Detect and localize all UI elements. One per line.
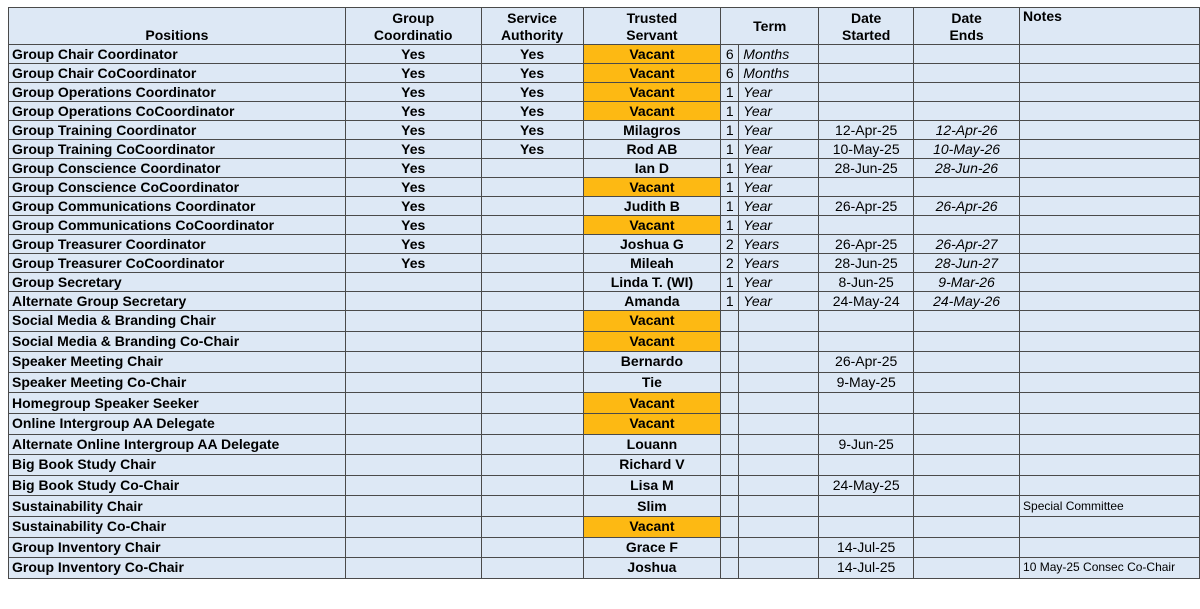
- date-started-cell[interactable]: 14-Jul-25: [819, 537, 914, 558]
- term-unit-cell[interactable]: Year: [739, 83, 819, 102]
- notes-cell[interactable]: [1020, 64, 1200, 83]
- term-number-cell[interactable]: 6: [721, 64, 739, 83]
- date-started-cell[interactable]: 12-Apr-25: [819, 121, 914, 140]
- date-started-cell[interactable]: 14-Jul-25: [819, 558, 914, 579]
- date-ends-cell[interactable]: 26-Apr-27: [914, 235, 1020, 254]
- term-unit-cell[interactable]: [739, 496, 819, 517]
- table-row: [9, 455, 1200, 476]
- trusted-servant-cell[interactable]: Grace F: [583, 537, 721, 558]
- term-unit-cell[interactable]: Months: [739, 64, 819, 83]
- group-coordination-cell[interactable]: [345, 311, 481, 332]
- date-ends-cell[interactable]: [914, 216, 1020, 235]
- trusted-servant-header[interactable]: [583, 8, 721, 45]
- header-line: Group: [392, 10, 435, 26]
- group-coordination-cell[interactable]: Yes: [345, 64, 481, 83]
- position-cell[interactable]: Group Inventory Co-Chair: [9, 558, 346, 579]
- trusted-servant-cell[interactable]: Milagros: [583, 121, 721, 140]
- position-cell[interactable]: Sustainability Co-Chair: [9, 516, 346, 537]
- header-line: Servant: [626, 27, 678, 43]
- service-authority-cell[interactable]: [481, 159, 583, 178]
- notes-cell[interactable]: [1020, 393, 1200, 414]
- table-row: [9, 159, 1200, 178]
- notes-cell[interactable]: [1020, 140, 1200, 159]
- term-number-cell[interactable]: 1: [721, 292, 739, 311]
- trusted-servant-cell[interactable]: Mileah: [583, 254, 721, 273]
- group-coordination-cell[interactable]: [345, 516, 481, 537]
- date-ends-cell[interactable]: [914, 64, 1020, 83]
- header-line: Date: [850, 10, 882, 26]
- notes-cell[interactable]: Special Committee: [1020, 496, 1200, 517]
- date-ends-cell[interactable]: [914, 393, 1020, 414]
- position-cell[interactable]: Group Operations Coordinator: [9, 83, 346, 102]
- term-number-cell[interactable]: 1: [721, 121, 739, 140]
- header-line: Started: [842, 27, 891, 43]
- term-unit-cell[interactable]: [739, 393, 819, 414]
- table-row: [9, 413, 1200, 434]
- service-authority-cell[interactable]: [481, 455, 583, 476]
- positions-table-body: [9, 45, 1200, 579]
- notes-cell[interactable]: [1020, 372, 1200, 393]
- trusted-servant-cell[interactable]: Louann: [583, 434, 721, 455]
- table-row: [9, 64, 1200, 83]
- position-cell[interactable]: Group Operations CoCoordinator: [9, 102, 346, 121]
- date-started-cell[interactable]: 9-Jun-25: [819, 434, 914, 455]
- group-coordination-cell[interactable]: [345, 558, 481, 579]
- service-authority-cell[interactable]: [481, 516, 583, 537]
- trusted-servant-cell[interactable]: Joshua G: [583, 235, 721, 254]
- trusted-servant-cell[interactable]: Tie: [583, 372, 721, 393]
- position-cell[interactable]: Group Conscience Coordinator: [9, 159, 346, 178]
- service-authority-cell[interactable]: Yes: [481, 140, 583, 159]
- term-number-cell[interactable]: [721, 311, 739, 332]
- notes-cell[interactable]: [1020, 516, 1200, 537]
- table-row: [9, 102, 1200, 121]
- table-row: [9, 292, 1200, 311]
- term-number-cell[interactable]: [721, 475, 739, 496]
- term-number-cell[interactable]: [721, 331, 739, 352]
- trusted-servant-cell[interactable]: Vacant: [583, 64, 721, 83]
- date-started-cell[interactable]: [819, 83, 914, 102]
- term-unit-cell[interactable]: Months: [739, 45, 819, 64]
- date-ends-cell[interactable]: [914, 516, 1020, 537]
- table-row: [9, 216, 1200, 235]
- notes-cell[interactable]: [1020, 273, 1200, 292]
- position-cell[interactable]: Group Treasurer Coordinator: [9, 235, 346, 254]
- group-coordination-cell[interactable]: [345, 273, 481, 292]
- group-coordination-cell[interactable]: [345, 537, 481, 558]
- table-row: [9, 45, 1200, 64]
- date-started-cell[interactable]: [819, 331, 914, 352]
- service-authority-cell[interactable]: [481, 235, 583, 254]
- date-started-cell[interactable]: [819, 178, 914, 197]
- group-coordination-cell[interactable]: [345, 393, 481, 414]
- term-unit-cell[interactable]: [739, 311, 819, 332]
- date-started-cell[interactable]: 8-Jun-25: [819, 273, 914, 292]
- group-coordination-cell[interactable]: [345, 455, 481, 476]
- term-number-cell[interactable]: [721, 352, 739, 373]
- position-cell[interactable]: Social Media & Branding Co-Chair: [9, 331, 346, 352]
- term-unit-cell[interactable]: [739, 475, 819, 496]
- group-coordination-cell[interactable]: [345, 352, 481, 373]
- table-row: [9, 254, 1200, 273]
- term-number-cell[interactable]: [721, 516, 739, 537]
- term-unit-cell[interactable]: Year: [739, 197, 819, 216]
- trusted-servant-cell[interactable]: Vacant: [583, 516, 721, 537]
- position-cell[interactable]: Homegroup Speaker Seeker: [9, 393, 346, 414]
- notes-cell[interactable]: [1020, 352, 1200, 373]
- date-started-cell[interactable]: 26-Apr-25: [819, 197, 914, 216]
- date-ends-cell[interactable]: [914, 496, 1020, 517]
- trusted-servant-cell[interactable]: Joshua: [583, 558, 721, 579]
- date-started-cell[interactable]: 28-Jun-25: [819, 254, 914, 273]
- group-coordination-cell[interactable]: [345, 475, 481, 496]
- term-number-cell[interactable]: 1: [721, 197, 739, 216]
- trusted-servant-cell[interactable]: Bernardo: [583, 352, 721, 373]
- term-number-cell[interactable]: 6: [721, 45, 739, 64]
- service-authority-cell[interactable]: [481, 254, 583, 273]
- notes-cell[interactable]: [1020, 331, 1200, 352]
- service-authority-header[interactable]: [481, 8, 583, 45]
- date-started-cell[interactable]: 24-May-25: [819, 475, 914, 496]
- term-unit-cell[interactable]: [739, 516, 819, 537]
- table-row: [9, 393, 1200, 414]
- term-unit-cell[interactable]: Year: [739, 140, 819, 159]
- header-line: Coordinatio: [373, 27, 453, 43]
- term-number-cell[interactable]: [721, 413, 739, 434]
- term-number-cell[interactable]: [721, 434, 739, 455]
- header-row: [9, 8, 1200, 45]
- term-header[interactable]: Term: [721, 8, 819, 45]
- position-cell[interactable]: Alternate Online Intergroup AA Delegate: [9, 434, 346, 455]
- date-ends-cell[interactable]: 28-Jun-27: [914, 254, 1020, 273]
- term-unit-cell[interactable]: Year: [739, 178, 819, 197]
- date-ends-cell[interactable]: [914, 178, 1020, 197]
- trusted-servant-cell[interactable]: Vacant: [583, 413, 721, 434]
- notes-cell[interactable]: [1020, 254, 1200, 273]
- notes-cell[interactable]: [1020, 216, 1200, 235]
- service-authority-cell[interactable]: Yes: [481, 83, 583, 102]
- group-coordination-cell[interactable]: [345, 372, 481, 393]
- notes-cell[interactable]: [1020, 475, 1200, 496]
- term-unit-cell[interactable]: Years: [739, 254, 819, 273]
- position-cell[interactable]: Online Intergroup AA Delegate: [9, 413, 346, 434]
- term-number-cell[interactable]: [721, 393, 739, 414]
- date-started-cell[interactable]: 26-Apr-25: [819, 352, 914, 373]
- date-ends-cell[interactable]: 28-Jun-26: [914, 159, 1020, 178]
- header-line: Service: [507, 10, 557, 26]
- group-coordination-cell[interactable]: Yes: [345, 140, 481, 159]
- service-authority-cell[interactable]: [481, 352, 583, 373]
- table-row: [9, 273, 1200, 292]
- term-unit-cell[interactable]: Year: [739, 273, 819, 292]
- group-coordination-cell[interactable]: Yes: [345, 83, 481, 102]
- position-cell[interactable]: Group Training CoCoordinator: [9, 140, 346, 159]
- date-started-cell[interactable]: [819, 311, 914, 332]
- position-cell[interactable]: Big Book Study Co-Chair: [9, 475, 346, 496]
- position-cell[interactable]: Speaker Meeting Chair: [9, 352, 346, 373]
- group-coordination-cell[interactable]: [345, 496, 481, 517]
- trusted-servant-cell[interactable]: Ian D: [583, 159, 721, 178]
- table-row: [9, 235, 1200, 254]
- group-coordination-cell[interactable]: Yes: [345, 45, 481, 64]
- term-unit-cell[interactable]: [739, 413, 819, 434]
- date-ends-cell[interactable]: 12-Apr-26: [914, 121, 1020, 140]
- notes-cell[interactable]: [1020, 292, 1200, 311]
- trusted-servant-cell[interactable]: Vacant: [583, 102, 721, 121]
- notes-cell[interactable]: [1020, 434, 1200, 455]
- date-ends-cell[interactable]: 26-Apr-26: [914, 197, 1020, 216]
- group-coordination-cell[interactable]: [345, 434, 481, 455]
- position-cell[interactable]: Group Communications Coordinator: [9, 197, 346, 216]
- date-started-cell[interactable]: [819, 216, 914, 235]
- date-ends-cell[interactable]: [914, 413, 1020, 434]
- date-ends-cell[interactable]: [914, 434, 1020, 455]
- date-started-cell[interactable]: 9-May-25: [819, 372, 914, 393]
- table-row: [9, 434, 1200, 455]
- service-authority-cell[interactable]: Yes: [481, 102, 583, 121]
- group-coordination-cell[interactable]: Yes: [345, 216, 481, 235]
- group-coordination-cell[interactable]: Yes: [345, 197, 481, 216]
- service-authority-cell[interactable]: [481, 273, 583, 292]
- position-cell[interactable]: Group Inventory Chair: [9, 537, 346, 558]
- notes-cell[interactable]: [1020, 121, 1200, 140]
- date-ends-cell[interactable]: [914, 83, 1020, 102]
- trusted-servant-cell[interactable]: Vacant: [583, 311, 721, 332]
- notes-cell[interactable]: 10 May-25 Consec Co-Chair: [1020, 558, 1200, 579]
- table-row: [9, 197, 1200, 216]
- notes-cell[interactable]: [1020, 235, 1200, 254]
- term-unit-cell[interactable]: Year: [739, 216, 819, 235]
- term-number-cell[interactable]: 1: [721, 178, 739, 197]
- term-unit-cell[interactable]: [739, 352, 819, 373]
- group-coordination-header[interactable]: [345, 8, 481, 45]
- table-row: [9, 352, 1200, 373]
- service-authority-cell[interactable]: [481, 331, 583, 352]
- table-row: [9, 311, 1200, 332]
- notes-header[interactable]: Notes: [1020, 8, 1200, 45]
- table-row: [9, 140, 1200, 159]
- trusted-servant-cell[interactable]: Vacant: [583, 45, 721, 64]
- group-coordination-cell[interactable]: Yes: [345, 102, 481, 121]
- term-unit-cell[interactable]: [739, 372, 819, 393]
- term-unit-cell[interactable]: Years: [739, 235, 819, 254]
- date-started-header[interactable]: [819, 8, 914, 45]
- date-ends-cell[interactable]: [914, 45, 1020, 64]
- service-authority-cell[interactable]: [481, 558, 583, 579]
- table-row: [9, 558, 1200, 579]
- table-row: [9, 121, 1200, 140]
- trusted-servant-cell[interactable]: Lisa M: [583, 475, 721, 496]
- date-ends-cell[interactable]: [914, 455, 1020, 476]
- group-coordination-cell[interactable]: Yes: [345, 178, 481, 197]
- positions-spreadsheet: [8, 7, 1200, 579]
- date-ends-cell[interactable]: 9-Mar-26: [914, 273, 1020, 292]
- table-row: [9, 331, 1200, 352]
- date-started-cell[interactable]: [819, 413, 914, 434]
- header-line: Trusted: [626, 10, 678, 26]
- service-authority-cell[interactable]: [481, 216, 583, 235]
- term-number-cell[interactable]: 1: [721, 140, 739, 159]
- date-started-cell[interactable]: 26-Apr-25: [819, 235, 914, 254]
- table-row: [9, 516, 1200, 537]
- notes-cell[interactable]: [1020, 102, 1200, 121]
- trusted-servant-cell[interactable]: Slim: [583, 496, 721, 517]
- term-unit-cell[interactable]: [739, 434, 819, 455]
- service-authority-cell[interactable]: Yes: [481, 64, 583, 83]
- date-ends-cell[interactable]: [914, 537, 1020, 558]
- term-unit-cell[interactable]: [739, 537, 819, 558]
- service-authority-cell[interactable]: [481, 393, 583, 414]
- trusted-servant-cell[interactable]: Vacant: [583, 393, 721, 414]
- trusted-servant-cell[interactable]: Vacant: [583, 178, 721, 197]
- service-authority-cell[interactable]: [481, 496, 583, 517]
- trusted-servant-cell[interactable]: Rod AB: [583, 140, 721, 159]
- position-cell[interactable]: Sustainability Chair: [9, 496, 346, 517]
- notes-cell[interactable]: [1020, 83, 1200, 102]
- position-cell[interactable]: Group Treasurer CoCoordinator: [9, 254, 346, 273]
- term-number-cell[interactable]: [721, 372, 739, 393]
- term-unit-cell[interactable]: Year: [739, 102, 819, 121]
- trusted-servant-cell[interactable]: Richard V: [583, 455, 721, 476]
- date-started-cell[interactable]: 24-May-24: [819, 292, 914, 311]
- term-number-cell[interactable]: 1: [721, 159, 739, 178]
- service-authority-cell[interactable]: [481, 178, 583, 197]
- position-cell[interactable]: Group Training Coordinator: [9, 121, 346, 140]
- position-cell[interactable]: Group Chair Coordinator: [9, 45, 346, 64]
- position-cell[interactable]: Alternate Group Secretary: [9, 292, 346, 311]
- term-number-cell[interactable]: [721, 537, 739, 558]
- term-number-cell[interactable]: [721, 558, 739, 579]
- date-started-cell[interactable]: [819, 45, 914, 64]
- trusted-servant-cell[interactable]: Judith B: [583, 197, 721, 216]
- notes-cell[interactable]: [1020, 311, 1200, 332]
- service-authority-cell[interactable]: Yes: [481, 121, 583, 140]
- trusted-servant-cell[interactable]: Vacant: [583, 83, 721, 102]
- date-ends-header[interactable]: [914, 8, 1020, 45]
- service-authority-cell[interactable]: [481, 311, 583, 332]
- header-line: Authority: [500, 27, 564, 43]
- notes-cell[interactable]: [1020, 537, 1200, 558]
- term-number-cell[interactable]: [721, 455, 739, 476]
- date-started-cell[interactable]: 28-Jun-25: [819, 159, 914, 178]
- group-coordination-cell[interactable]: [345, 331, 481, 352]
- group-coordination-cell[interactable]: [345, 413, 481, 434]
- date-started-cell[interactable]: 10-May-25: [819, 140, 914, 159]
- position-cell[interactable]: Speaker Meeting Co-Chair: [9, 372, 346, 393]
- date-ends-cell[interactable]: 24-May-26: [914, 292, 1020, 311]
- table-row: [9, 475, 1200, 496]
- group-coordination-cell[interactable]: [345, 292, 481, 311]
- group-coordination-cell[interactable]: Yes: [345, 254, 481, 273]
- date-ends-cell[interactable]: [914, 311, 1020, 332]
- group-coordination-cell[interactable]: Yes: [345, 235, 481, 254]
- positions-header[interactable]: Positions: [9, 8, 346, 45]
- service-authority-cell[interactable]: [481, 372, 583, 393]
- term-number-cell[interactable]: 1: [721, 273, 739, 292]
- notes-cell[interactable]: [1020, 197, 1200, 216]
- table-row: [9, 496, 1200, 517]
- notes-cell[interactable]: [1020, 159, 1200, 178]
- date-started-cell[interactable]: [819, 496, 914, 517]
- date-ends-cell[interactable]: [914, 372, 1020, 393]
- service-authority-cell[interactable]: [481, 197, 583, 216]
- table-row: [9, 372, 1200, 393]
- service-authority-cell[interactable]: [481, 434, 583, 455]
- notes-cell[interactable]: [1020, 413, 1200, 434]
- date-ends-cell[interactable]: [914, 475, 1020, 496]
- term-number-cell[interactable]: 2: [721, 254, 739, 273]
- term-number-cell[interactable]: 2: [721, 235, 739, 254]
- header-line: Ends: [949, 27, 984, 43]
- date-started-cell[interactable]: [819, 455, 914, 476]
- group-coordination-cell[interactable]: Yes: [345, 121, 481, 140]
- notes-cell[interactable]: [1020, 178, 1200, 197]
- term-unit-cell[interactable]: Year: [739, 292, 819, 311]
- date-ends-cell[interactable]: [914, 558, 1020, 579]
- service-authority-cell[interactable]: [481, 413, 583, 434]
- position-cell[interactable]: Group Chair CoCoordinator: [9, 64, 346, 83]
- date-started-cell[interactable]: [819, 516, 914, 537]
- date-started-cell[interactable]: [819, 64, 914, 83]
- service-authority-cell[interactable]: Yes: [481, 45, 583, 64]
- position-cell[interactable]: Group Conscience CoCoordinator: [9, 178, 346, 197]
- term-unit-cell[interactable]: [739, 558, 819, 579]
- term-number-cell[interactable]: [721, 496, 739, 517]
- table-row: [9, 178, 1200, 197]
- date-started-cell[interactable]: [819, 102, 914, 121]
- table-row: [9, 537, 1200, 558]
- trusted-servant-cell[interactable]: Linda T. (WI): [583, 273, 721, 292]
- position-cell[interactable]: Big Book Study Chair: [9, 455, 346, 476]
- position-cell[interactable]: Group Secretary: [9, 273, 346, 292]
- header-line: Date: [951, 10, 982, 26]
- term-unit-cell[interactable]: [739, 455, 819, 476]
- trusted-servant-cell[interactable]: Vacant: [583, 331, 721, 352]
- term-unit-cell[interactable]: [739, 331, 819, 352]
- group-coordination-cell[interactable]: Yes: [345, 159, 481, 178]
- notes-cell[interactable]: [1020, 45, 1200, 64]
- table-row: [9, 83, 1200, 102]
- term-number-cell[interactable]: 1: [721, 216, 739, 235]
- service-authority-cell[interactable]: [481, 292, 583, 311]
- date-ends-cell[interactable]: [914, 331, 1020, 352]
- term-unit-cell[interactable]: Year: [739, 121, 819, 140]
- position-cell[interactable]: Group Communications CoCoordinator: [9, 216, 346, 235]
- term-number-cell[interactable]: 1: [721, 83, 739, 102]
- trusted-servant-cell[interactable]: Vacant: [583, 216, 721, 235]
- date-ends-cell[interactable]: [914, 102, 1020, 121]
- service-authority-cell[interactable]: [481, 475, 583, 496]
- service-authority-cell[interactable]: [481, 537, 583, 558]
- term-number-cell[interactable]: 1: [721, 102, 739, 121]
- date-ends-cell[interactable]: [914, 352, 1020, 373]
- notes-cell[interactable]: [1020, 455, 1200, 476]
- position-cell[interactable]: Social Media & Branding Chair: [9, 311, 346, 332]
- date-ends-cell[interactable]: 10-May-26: [914, 140, 1020, 159]
- trusted-servant-cell[interactable]: Amanda: [583, 292, 721, 311]
- date-started-cell[interactable]: [819, 393, 914, 414]
- term-unit-cell[interactable]: Year: [739, 159, 819, 178]
